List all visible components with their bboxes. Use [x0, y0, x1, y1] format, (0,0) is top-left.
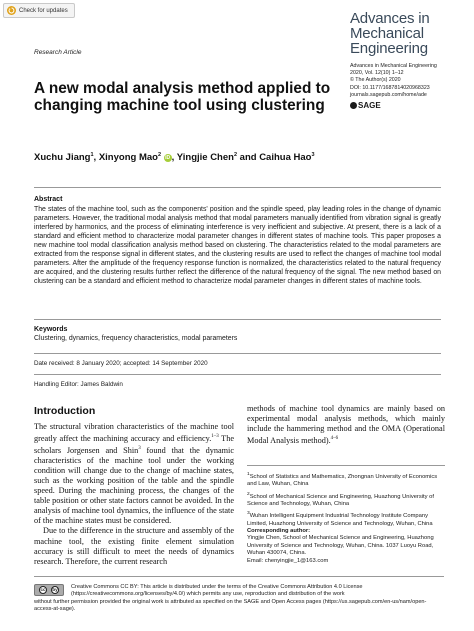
article-type: Research Article [34, 49, 82, 56]
intro-right-paragraph [247, 404, 445, 446]
author-sep: , [171, 152, 177, 164]
journal-name-line3: Engineering [350, 40, 428, 57]
check-for-updates-label: Check for updates [19, 7, 68, 14]
intro-p1-b: The scholars Jorgensen and Shin [34, 433, 234, 455]
affiliation-text: School of Mechanical Science and Engineering, Huazhong University of Science and Technology, Wuhan, China [247, 493, 435, 508]
affiliation-item [247, 471, 445, 489]
body-right-column [247, 404, 445, 446]
intro-right-a: methods of machine tool dynamics are mainly based on experimental modal analysis methods, which mainly include the hammering method and the OMA (Operational Modal Analysis method). [247, 404, 445, 446]
affiliation-number: 2 [247, 491, 250, 497]
publisher-name: SAGE [358, 101, 381, 111]
abstract-heading: Abstract [34, 196, 63, 203]
license-footer [34, 576, 444, 613]
author-1-affil: 1 [90, 152, 94, 158]
creative-commons-icon[interactable] [34, 584, 64, 596]
sage-mark-icon [350, 102, 357, 109]
journal-meta-title: Advances in Mechanical Engineering [350, 63, 437, 69]
affiliations [247, 465, 445, 530]
journal-name-line1: Advances in [350, 10, 430, 27]
journal-meta-copyright: © The Author(s) 2020 [350, 77, 401, 84]
intro-p1-a: The structural vibration characteristics of the machine tool greatly affect the machining accuracy and efficiency. [34, 422, 234, 443]
author-sep: and [237, 152, 260, 164]
refresh-icon [7, 6, 16, 15]
journal-meta-url[interactable]: journals.sagepub.com/home/ade [350, 91, 427, 98]
affiliation-item [247, 491, 445, 509]
license-text-1: Creative Commons CC BY: This article is distributed under the terms of the Creative Commons Attribution 4.0 License (https://creativecommons.org/licenses/by/4.0/) which permits any use, reproduction and distribution of the work [71, 584, 363, 598]
abstract-section [34, 187, 441, 286]
author-sep: , [93, 152, 99, 164]
affiliation-item [247, 510, 445, 528]
corresponding-email[interactable]: Email: chenyingjie_1@163.com [247, 557, 329, 564]
affiliation-number: 3 [247, 511, 250, 517]
abstract-text: The states of the machine tool, such as the components' position and the spindle speed, play leading roles in the change of dynamic parameters. However, the traditional modal analysis method that modal parameters manually identified from vibration signal is greatly interfered by harmonics, and the process of eliminating interference is very inefficient and subjective. At present, there is a lack of a standard and efficient method to characterize modal parameter changes in different states of machine tools. This paper proposes a new machine tool modal classification analysis method based on clustering. The characteristics related to the modal parameters are extracted from the response signal in different states, and the clustering results are used to reflect the changes of machine tool modal parameters. After the amplitude of the frequency response function is normalized, the characteristics related to the natural frequency are acquired, and the clustering results further reflect the difference of the natural frequency of the signal. The new method based on clustering can be a standard and efficient method to characterize modal parameter changes in different states of machine tools. [34, 206, 441, 286]
corresponding-text: Yingjie Chen, School of Mechanical Science and Engineering, Huazhong University of Science and Technology, Wuhan, China. 1037 Luoyu Road, Wuhan 430074, China. [247, 535, 434, 557]
introduction-heading: Introduction [34, 405, 96, 417]
keywords-section [34, 319, 441, 342]
article-title: A new modal analysis method applied to changing machine tool using clustering [34, 80, 331, 114]
author-2: Xinyong Mao [98, 152, 158, 164]
cc-icon: cc [40, 587, 46, 592]
affiliation-text: Wuhan Intelligent Equipment Industrial Technology Institute Company Limited, Huazhong University of Science and Technology, Wuhan, China [247, 513, 433, 527]
journal-meta-volume: 2020, Vol. 12(10) 1–12 [350, 70, 404, 77]
keywords-heading: Keywords [34, 326, 68, 333]
author-4: Caihua Hao [259, 152, 312, 164]
license-text-2: without further permission provided the original work is attributed as specified on the SAGE and Open Access pages (https://us.sagepub.com/en-us/nam/open-access-at-sage). [34, 598, 427, 612]
intro-paragraph-1 [34, 422, 234, 526]
journal-name-line2: Mechanical [350, 25, 424, 42]
journal-meta-doi[interactable]: DOI: 10.1177/1687814020968323 [350, 84, 430, 91]
received-dates: Date received: 8 January 2020; accepted: 14 September 2020 [34, 353, 441, 367]
corresponding-heading: Corresponding author: [247, 528, 311, 534]
check-for-updates-badge[interactable] [3, 3, 75, 18]
orcid-icon[interactable]: iD [165, 155, 171, 162]
citation-link[interactable]: 1–3 [211, 434, 219, 440]
keywords-text: Clustering, dynamics, frequency characteristics, modal parameters [34, 335, 238, 342]
citation-link[interactable]: 3 [138, 445, 141, 451]
affiliation-number: 1 [247, 472, 250, 477]
citation-link[interactable]: 4–6 [330, 436, 339, 442]
intro-paragraph-2: Due to the difference in the structure and assembly of the machine tool, the existing finite element simulation accuracy is still difficult to meet the needs of dynamics research. Therefore, the current research [34, 526, 234, 566]
journal-masthead [350, 11, 460, 110]
author-2-affil: 2 [157, 152, 162, 158]
handling-editor: Handling Editor: James Baldwin [34, 374, 441, 388]
affiliation-text: School of Statistics and Mathematics, Zhongnan University of Economics and Law, Wuhan, China [247, 473, 438, 488]
publisher-logo [350, 101, 460, 110]
author-list [34, 152, 315, 163]
author-4-affil: 3 [311, 152, 315, 158]
body-left-column [34, 422, 234, 567]
intro-p1-c: found that the dynamic characteristics of the machine tool under the working condition will change due to the change of machine states, such as the working position of the table and the spindle speed. During the machining process, the changes of the table position or other state factors cannot be avoided. In the analysis of machine tool dynamics, the influence of the state of the machine states must be considered. [34, 445, 234, 526]
author-1: Xuchu Jiang [34, 152, 91, 164]
by-icon: by [52, 587, 58, 592]
corresponding-author [247, 528, 445, 565]
author-3-affil: 2 [233, 152, 238, 158]
journal-meta [350, 63, 460, 99]
author-3: Yingjie Chen [176, 152, 234, 164]
